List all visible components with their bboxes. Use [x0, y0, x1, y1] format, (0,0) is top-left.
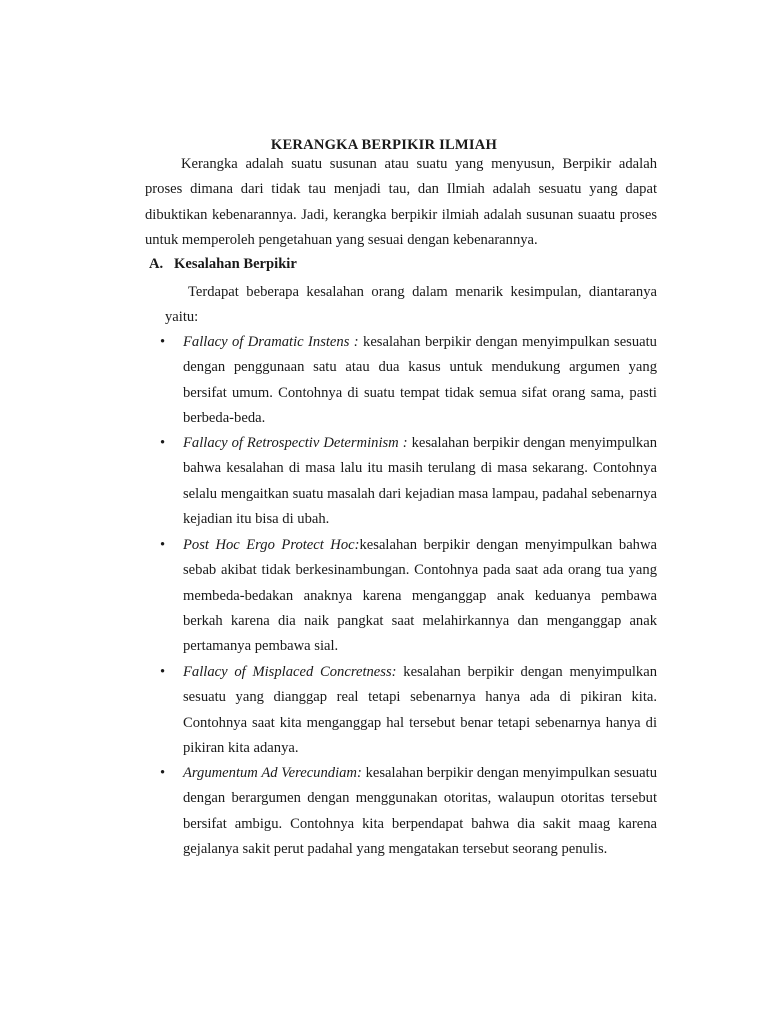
section-heading-text: Kesalahan Berpikir — [174, 256, 297, 272]
fallacy-description: kesalahan berpikir dengan menyimpulkan bahwa kesalahan di masa lalu itu masih terulang di masa sekarang. Contohnya selalu mengaitkan suatu masalah dari kejadian masa lampau, padahal sebenarnya kejadian itu bisa di ubah. — [183, 435, 657, 527]
fallacy-term: Fallacy of Retrospectiv Determinism : — [183, 435, 408, 451]
bullet-icon: • — [160, 765, 166, 781]
fallacy-description: kesalahan berpikir dengan menyimpulkan bahwa sebab akibat tidak berkesinambungan. Contohnya pada saat ada orang tua yang membeda-bedakan anaknya karena menganggap anak keduanya pembawa berkah karena dia naik pangkat saat melahirkannya dan menganggap anak pertamanya pembawa sial. — [183, 537, 657, 655]
fallacy-term: Argumentum Ad Verecundiam: — [183, 765, 362, 781]
list-item — [160, 533, 657, 659]
fallacy-description: kesalahan berpikir dengan menyimpulkan sesuatu dengan penggunaan satu atau dua kasus untuk mendukung argumen yang bersifat umum. Contohnya di suatu tempat tidak semua sifat orang sama, pasti berbeda-beda. — [183, 334, 657, 426]
fallacy-term: Fallacy of Dramatic Instens : — [183, 334, 359, 350]
section-lead-paragraph: Terdapat beberapa kesalahan orang dalam menarik kesimpulan, diantaranya yaitu: — [165, 284, 657, 326]
list-item — [160, 431, 657, 532]
fallacy-term: Fallacy of Misplaced Concretness: — [183, 664, 397, 680]
list-item — [160, 761, 657, 862]
fallacy-term: Post Hoc Ergo Protect Hoc: — [183, 537, 360, 553]
fallacy-description: kesalahan berpikir dengan menyimpulkan sesuatu yang dianggap real tetapi sebenarnya hanya ada di pikiran kita. Contohnya saat kita menganggap hal tersebut benar tetapi sebenarnya hanya di pikiran kita adanya. — [183, 664, 657, 756]
list-item — [160, 660, 657, 761]
section-letter: A. — [149, 256, 164, 272]
section-heading — [149, 256, 297, 273]
list-item — [160, 330, 657, 431]
bullet-icon: • — [160, 435, 166, 451]
intro-paragraph: Kerangka adalah suatu susunan atau suatu yang menyusun, Berpikir adalah proses dimana dari tidak tau menjadi tau, dan Ilmiah adalah sesuatu yang dapat dibuktikan kebenarannya. Jadi, kerangka berpikir ilmiah adalah susunan suaatu proses untuk memperoleh pengetahuan yang sesuai dengan kebenarannya. — [145, 156, 657, 248]
bullet-icon: • — [160, 334, 166, 350]
page-title: KERANGKA BERPIKIR ILMIAH — [270, 137, 498, 153]
bullet-icon: • — [160, 664, 166, 680]
fallacy-description: kesalahan berpikir dengan menyimpulkan sesuatu dengan berargumen dengan menggunakan otoritas, walaupun otoritas tersebut bersifat ambigu. Contohnya kita berpendapat bahwa dia sakit maag karena gejalanya sakit perut padahal yang mengatakan tersebut seorang penulis. — [183, 765, 657, 857]
bullet-icon: • — [160, 537, 166, 553]
